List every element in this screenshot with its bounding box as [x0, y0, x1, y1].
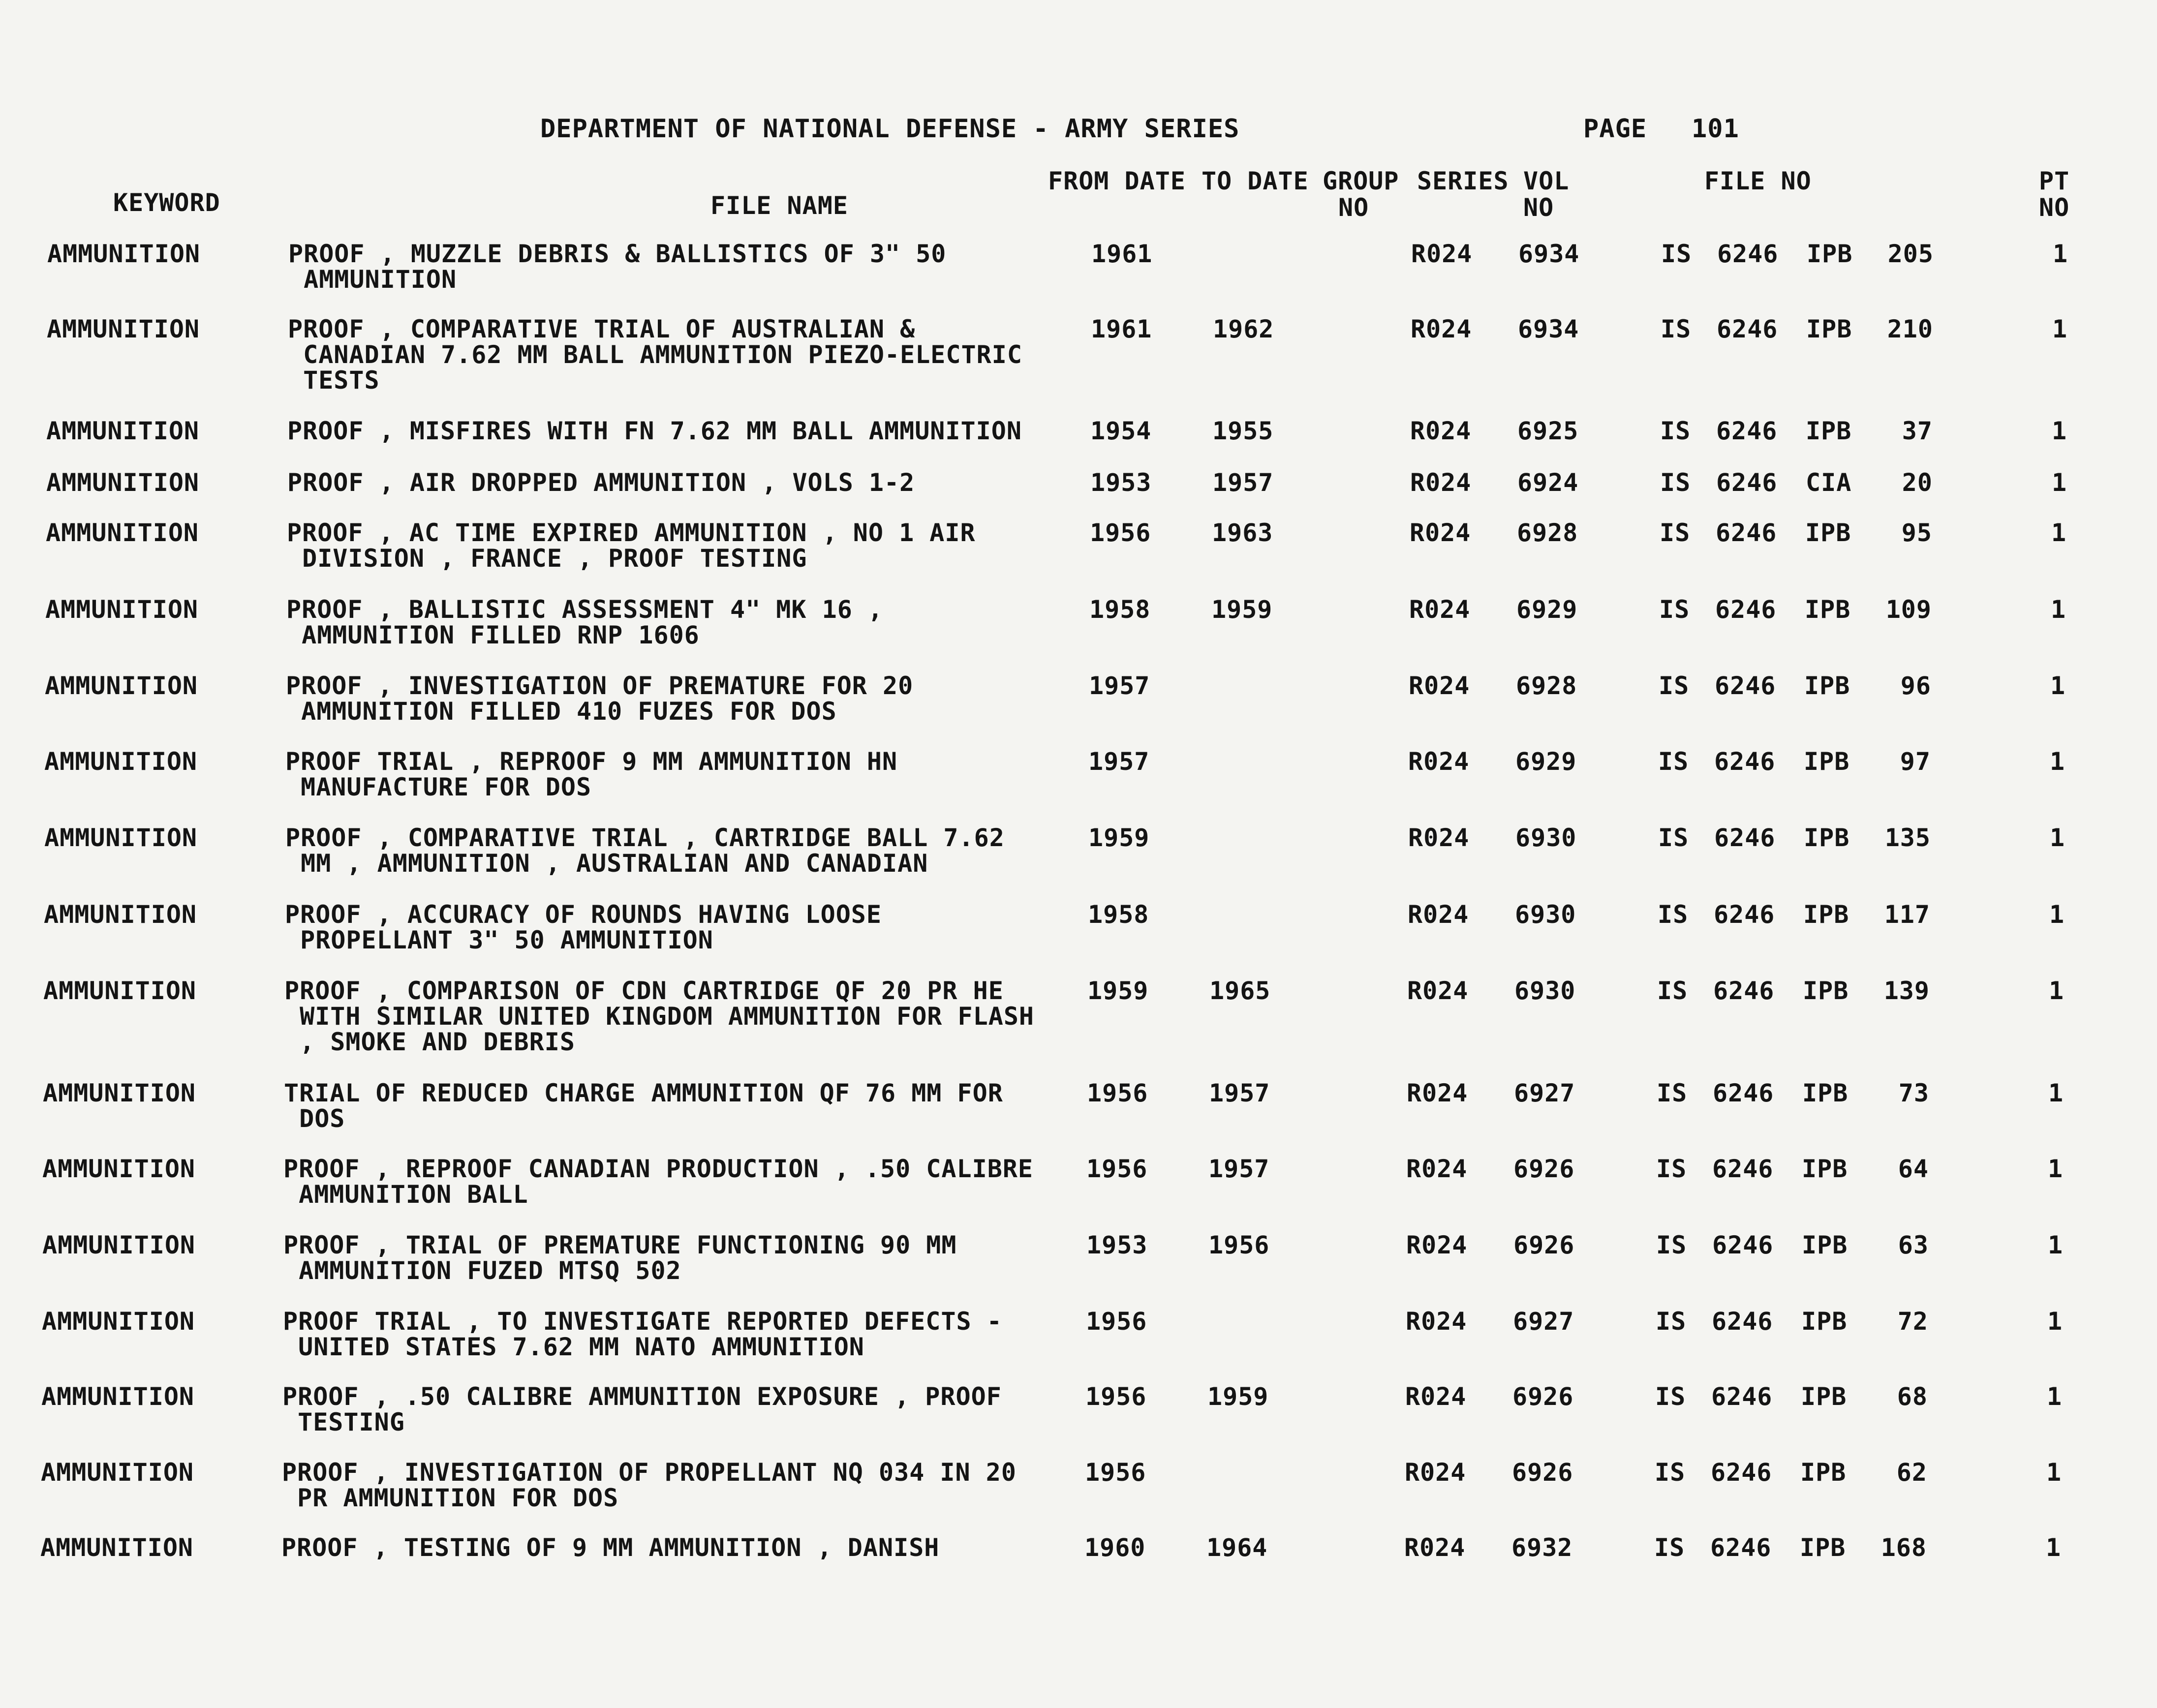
- row-to-date: 1957: [1212, 468, 1274, 497]
- row-pt-no: 1: [2047, 1307, 2063, 1336]
- row-file-no-code: IPB: [1802, 1231, 1848, 1259]
- row-file-no-block: 6246: [1717, 240, 1779, 268]
- row-file-name: PROOF , MUZZLE DEBRIS & BALLISTICS OF 3" 50 AMMUNITION: [288, 240, 947, 294]
- row-file-name: PROOF , BALLISTIC ASSESSMENT 4" MK 16 , AMMUNITION FILLED RNP 1606: [286, 595, 883, 649]
- row-from-date: 1958: [1088, 900, 1149, 929]
- row-keyword: AMMUNITION: [46, 468, 200, 497]
- row-series: R024: [1409, 671, 1470, 700]
- row-file-no-block: 6246: [1716, 518, 1777, 547]
- col-header-file-no: FILE NO: [1704, 167, 1812, 195]
- row-pt-no: 1: [2052, 417, 2067, 445]
- col-header-keyword: KEYWORD: [113, 188, 220, 217]
- row-from-date: 1956: [1090, 518, 1151, 547]
- row-file-no-number: 210: [1887, 315, 1933, 343]
- row-vol-no: 6925: [1517, 417, 1579, 445]
- row-from-date: 1961: [1091, 240, 1153, 268]
- row-from-date: 1961: [1091, 315, 1152, 343]
- row-file-no-prefix: IS: [1659, 595, 1690, 624]
- row-file-no-number: 95: [1901, 518, 1932, 547]
- row-file-name: PROOF , AIR DROPPED AMMUNITION , VOLS 1-2: [287, 468, 915, 497]
- row-from-date: 1953: [1086, 1231, 1148, 1259]
- row-file-name: PROOF , INVESTIGATION OF PROPELLANT NQ 034 IN 20 PR AMMUNITION FOR DOS: [282, 1458, 1017, 1512]
- row-vol-no: 6927: [1514, 1079, 1575, 1107]
- row-to-date: 1964: [1206, 1533, 1268, 1562]
- row-file-no-prefix: IS: [1658, 747, 1689, 776]
- row-keyword: AMMUNITION: [45, 671, 198, 700]
- row-keyword: AMMUNITION: [42, 1307, 195, 1336]
- row-file-no-code: CIA: [1806, 468, 1852, 497]
- row-file-no-number: 97: [1900, 747, 1931, 776]
- row-file-no-prefix: IS: [1661, 315, 1692, 343]
- row-file-no-prefix: IS: [1660, 518, 1691, 547]
- row-file-no-number: 109: [1885, 595, 1932, 624]
- row-file-no-block: 6246: [1715, 671, 1776, 700]
- row-file-no-block: 6246: [1716, 468, 1778, 497]
- row-keyword: AMMUNITION: [46, 518, 199, 547]
- col-header-vol: VOL: [1523, 167, 1570, 195]
- row-file-name: PROOF , ACCURACY OF ROUNDS HAVING LOOSE PROPELLANT 3" 50 AMMUNITION: [285, 900, 882, 954]
- row-pt-no: 1: [2052, 468, 2067, 497]
- page-title: DEPARTMENT OF NATIONAL DEFENSE - ARMY SERIES: [540, 114, 1240, 144]
- row-from-date: 1953: [1090, 468, 1152, 497]
- row-pt-no: 1: [2051, 518, 2067, 547]
- row-file-no-code: IPB: [1803, 900, 1849, 929]
- row-keyword: AMMUNITION: [44, 747, 198, 776]
- row-file-no-code: IPB: [1801, 1307, 1848, 1336]
- row-keyword: AMMUNITION: [45, 595, 199, 624]
- page-number: 101: [1692, 114, 1739, 144]
- row-to-date: 1959: [1207, 1382, 1269, 1411]
- row-file-no-code: IPB: [1804, 747, 1850, 776]
- row-series: R024: [1408, 747, 1470, 776]
- row-series: R024: [1405, 1382, 1467, 1411]
- row-file-no-code: IPB: [1803, 976, 1849, 1005]
- row-file-no-number: 62: [1896, 1458, 1927, 1487]
- row-file-name: PROOF , COMPARATIVE TRIAL , CARTRIDGE BALL 7.62 MM , AMMUNITION , AUSTRALIAN AND CANADIAN: [285, 824, 1005, 878]
- row-file-no-prefix: IS: [1656, 1307, 1687, 1336]
- row-series: R024: [1409, 595, 1471, 624]
- row-from-date: 1956: [1086, 1307, 1147, 1336]
- row-to-date: 1959: [1211, 595, 1273, 624]
- row-keyword: AMMUNITION: [47, 315, 200, 343]
- row-to-date: 1962: [1213, 315, 1274, 343]
- row-file-no-code: IPB: [1806, 417, 1852, 445]
- row-to-date: 1956: [1208, 1231, 1270, 1259]
- row-file-name: PROOF , INVESTIGATION OF PREMATURE FOR 20 AMMUNITION FILLED 410 FUZES FOR DOS: [286, 671, 914, 726]
- col-header-group: GROUP: [1323, 167, 1399, 195]
- row-from-date: 1954: [1090, 417, 1152, 445]
- row-file-no-prefix: IS: [1658, 900, 1689, 929]
- row-from-date: 1959: [1088, 824, 1150, 852]
- col-header-series: SERIES: [1417, 167, 1509, 195]
- col-header-to-date: TO DATE: [1202, 167, 1309, 195]
- row-series: R024: [1410, 518, 1471, 547]
- row-file-name: TRIAL OF REDUCED CHARGE AMMUNITION QF 76 MM FOR DOS: [284, 1079, 1003, 1133]
- col-header-group-no: NO: [1338, 193, 1369, 222]
- row-file-no-code: IPB: [1805, 518, 1851, 547]
- row-file-no-number: 96: [1900, 671, 1931, 700]
- row-file-no-block: 6246: [1713, 976, 1775, 1005]
- row-file-name: PROOF , REPROOF CANADIAN PRODUCTION , .50 CALIBRE AMMUNITION BALL: [283, 1155, 1034, 1209]
- row-file-no-number: 205: [1887, 240, 1934, 268]
- row-vol-no: 6930: [1515, 900, 1576, 929]
- row-pt-no: 1: [2049, 976, 2065, 1005]
- row-keyword: AMMUNITION: [40, 1533, 194, 1562]
- col-header-file-name: FILE NAME: [710, 191, 848, 220]
- col-header-vol-no: NO: [1523, 193, 1554, 222]
- row-series: R024: [1406, 1307, 1467, 1336]
- row-file-no-code: IPB: [1800, 1533, 1846, 1562]
- row-file-no-code: IPB: [1805, 595, 1851, 624]
- row-series: R024: [1410, 468, 1472, 497]
- row-file-no-block: 6246: [1711, 1382, 1773, 1411]
- row-file-name: PROOF , AC TIME EXPIRED AMMUNITION , NO 1 AIR DIVISION , FRANCE , PROOF TESTING: [287, 518, 976, 573]
- row-file-no-number: 117: [1884, 900, 1930, 929]
- row-file-no-prefix: IS: [1661, 240, 1692, 268]
- row-pt-no: 1: [2047, 1382, 2063, 1411]
- row-pt-no: 1: [2050, 671, 2066, 700]
- row-file-no-code: IPB: [1802, 1155, 1848, 1183]
- row-file-no-prefix: IS: [1658, 824, 1689, 852]
- row-file-no-number: 63: [1898, 1231, 1929, 1259]
- row-file-no-block: 6246: [1713, 1079, 1774, 1107]
- row-keyword: AMMUNITION: [41, 1382, 195, 1411]
- row-from-date: 1956: [1085, 1382, 1147, 1411]
- row-vol-no: 6928: [1516, 671, 1577, 700]
- row-pt-no: 1: [2052, 315, 2068, 343]
- row-file-no-block: 6246: [1715, 595, 1777, 624]
- row-pt-no: 1: [2053, 240, 2068, 268]
- row-file-no-code: IPB: [1802, 1079, 1849, 1107]
- row-series: R024: [1406, 1155, 1468, 1183]
- row-from-date: 1957: [1088, 747, 1150, 776]
- row-keyword: AMMUNITION: [44, 824, 198, 852]
- row-file-no-prefix: IS: [1656, 1155, 1687, 1183]
- col-header-pt: PT: [2039, 167, 2070, 195]
- row-to-date: 1957: [1209, 1079, 1270, 1107]
- row-from-date: 1956: [1087, 1079, 1148, 1107]
- row-pt-no: 1: [2048, 1155, 2064, 1183]
- row-file-no-number: 135: [1884, 824, 1931, 852]
- row-vol-no: 6930: [1514, 976, 1576, 1005]
- row-keyword: AMMUNITION: [46, 417, 200, 445]
- row-file-no-block: 6246: [1710, 1533, 1772, 1562]
- row-from-date: 1957: [1089, 671, 1150, 700]
- row-file-no-block: 6246: [1714, 747, 1776, 776]
- row-keyword: AMMUNITION: [42, 1155, 196, 1183]
- row-file-no-prefix: IS: [1660, 417, 1691, 445]
- row-pt-no: 1: [2048, 1079, 2064, 1107]
- row-from-date: 1960: [1084, 1533, 1146, 1562]
- row-vol-no: 6932: [1511, 1533, 1573, 1562]
- row-from-date: 1956: [1086, 1155, 1148, 1183]
- row-file-no-block: 6246: [1712, 1155, 1774, 1183]
- row-series: R024: [1406, 1231, 1468, 1259]
- row-pt-no: 1: [2050, 747, 2065, 776]
- row-file-no-number: 64: [1898, 1155, 1929, 1183]
- row-pt-no: 1: [2048, 1231, 2064, 1259]
- row-file-no-prefix: IS: [1654, 1533, 1685, 1562]
- row-vol-no: 6934: [1518, 240, 1580, 268]
- row-pt-no: 1: [2051, 595, 2066, 624]
- row-file-no-block: 6246: [1717, 315, 1778, 343]
- row-file-no-number: 139: [1883, 976, 1930, 1005]
- row-series: R024: [1411, 240, 1473, 268]
- row-file-no-prefix: IS: [1655, 1382, 1686, 1411]
- row-series: R024: [1404, 1533, 1466, 1562]
- row-series: R024: [1408, 824, 1470, 852]
- row-file-no-number: 37: [1902, 417, 1933, 445]
- row-pt-no: 1: [2046, 1458, 2062, 1487]
- row-file-no-number: 20: [1902, 468, 1933, 497]
- col-header-pt-no: NO: [2039, 193, 2070, 222]
- row-vol-no: 6929: [1515, 747, 1577, 776]
- row-pt-no: 1: [2050, 824, 2065, 852]
- row-from-date: 1958: [1089, 595, 1151, 624]
- row-file-no-block: 6246: [1711, 1458, 1772, 1487]
- row-vol-no: 6929: [1516, 595, 1578, 624]
- row-series: R024: [1405, 1458, 1466, 1487]
- row-file-no-number: 73: [1898, 1079, 1929, 1107]
- row-file-no-code: IPB: [1806, 315, 1852, 343]
- row-file-name: PROOF , COMPARISON OF CDN CARTRIDGE QF 20 PR HE WITH SIMILAR UNITED KINGDOM AMMUNITION FOR FLASH , SMOKE AND DEBRIS: [284, 976, 1035, 1056]
- row-file-no-code: IPB: [1804, 824, 1850, 852]
- row-to-date: 1965: [1209, 976, 1271, 1005]
- row-vol-no: 6926: [1512, 1382, 1574, 1411]
- row-file-no-number: 72: [1897, 1307, 1928, 1336]
- row-file-no-block: 6246: [1712, 1307, 1773, 1336]
- row-vol-no: 6927: [1513, 1307, 1574, 1336]
- row-vol-no: 6934: [1518, 315, 1579, 343]
- row-from-date: 1959: [1087, 976, 1149, 1005]
- row-file-name: PROOF , MISFIRES WITH FN 7.62 MM BALL AMMUNITION: [287, 417, 1022, 445]
- row-file-no-prefix: IS: [1657, 976, 1688, 1005]
- row-vol-no: 6930: [1515, 824, 1577, 852]
- row-vol-no: 6926: [1513, 1231, 1575, 1259]
- row-file-name: PROOF , COMPARATIVE TRIAL OF AUSTRALIAN & CANADIAN 7.62 MM BALL AMMUNITION PIEZO-ELECTRIC TESTS: [288, 315, 1022, 395]
- row-file-name: PROOF , TESTING OF 9 MM AMMUNITION , DANISH: [281, 1533, 940, 1562]
- row-to-date: 1955: [1212, 417, 1274, 445]
- row-file-no-block: 6246: [1714, 900, 1775, 929]
- row-keyword: AMMUNITION: [42, 1231, 196, 1259]
- row-file-no-code: IPB: [1800, 1458, 1847, 1487]
- row-keyword: AMMUNITION: [43, 1079, 196, 1107]
- row-series: R024: [1411, 315, 1472, 343]
- col-header-from-date: FROM DATE: [1048, 167, 1186, 195]
- row-to-date: 1963: [1212, 518, 1273, 547]
- row-file-name: PROOF TRIAL , REPROOF 9 MM AMMUNITION HN MANUFACTURE FOR DOS: [285, 747, 898, 801]
- row-file-no-prefix: IS: [1657, 1079, 1688, 1107]
- row-pt-no: 1: [2049, 900, 2065, 929]
- row-series: R024: [1408, 900, 1469, 929]
- row-file-no-code: IPB: [1804, 671, 1850, 700]
- row-file-name: PROOF TRIAL , TO INVESTIGATE REPORTED DEFECTS - UNITED STATES 7.62 MM NATO AMMUNITION: [283, 1307, 1002, 1361]
- row-file-no-prefix: IS: [1655, 1458, 1686, 1487]
- row-pt-no: 1: [2046, 1533, 2062, 1562]
- row-from-date: 1956: [1085, 1458, 1146, 1487]
- row-vol-no: 6924: [1517, 468, 1579, 497]
- row-file-name: PROOF , .50 CALIBRE AMMUNITION EXPOSURE , PROOF TESTING: [282, 1382, 1002, 1436]
- row-file-no-block: 6246: [1712, 1231, 1774, 1259]
- row-vol-no: 6926: [1512, 1458, 1573, 1487]
- page-label: PAGE: [1583, 114, 1647, 144]
- row-file-no-prefix: IS: [1659, 671, 1690, 700]
- row-file-no-block: 6246: [1714, 824, 1776, 852]
- row-file-no-code: IPB: [1801, 1382, 1847, 1411]
- row-series: R024: [1407, 976, 1469, 1005]
- row-file-no-number: 168: [1880, 1533, 1927, 1562]
- row-keyword: AMMUNITION: [43, 976, 197, 1005]
- row-series: R024: [1410, 417, 1472, 445]
- row-keyword: AMMUNITION: [47, 240, 201, 268]
- row-vol-no: 6928: [1517, 518, 1578, 547]
- row-keyword: AMMUNITION: [44, 900, 197, 929]
- row-vol-no: 6926: [1513, 1155, 1575, 1183]
- row-series: R024: [1407, 1079, 1468, 1107]
- row-file-no-code: IPB: [1807, 240, 1853, 268]
- row-file-no-prefix: IS: [1660, 468, 1691, 497]
- row-file-no-prefix: IS: [1656, 1231, 1687, 1259]
- row-file-no-block: 6246: [1716, 417, 1778, 445]
- row-file-no-number: 68: [1897, 1382, 1928, 1411]
- row-to-date: 1957: [1208, 1155, 1270, 1183]
- row-file-name: PROOF , TRIAL OF PREMATURE FUNCTIONING 90 MM AMMUNITION FUZED MTSQ 502: [283, 1231, 957, 1285]
- row-keyword: AMMUNITION: [41, 1458, 194, 1487]
